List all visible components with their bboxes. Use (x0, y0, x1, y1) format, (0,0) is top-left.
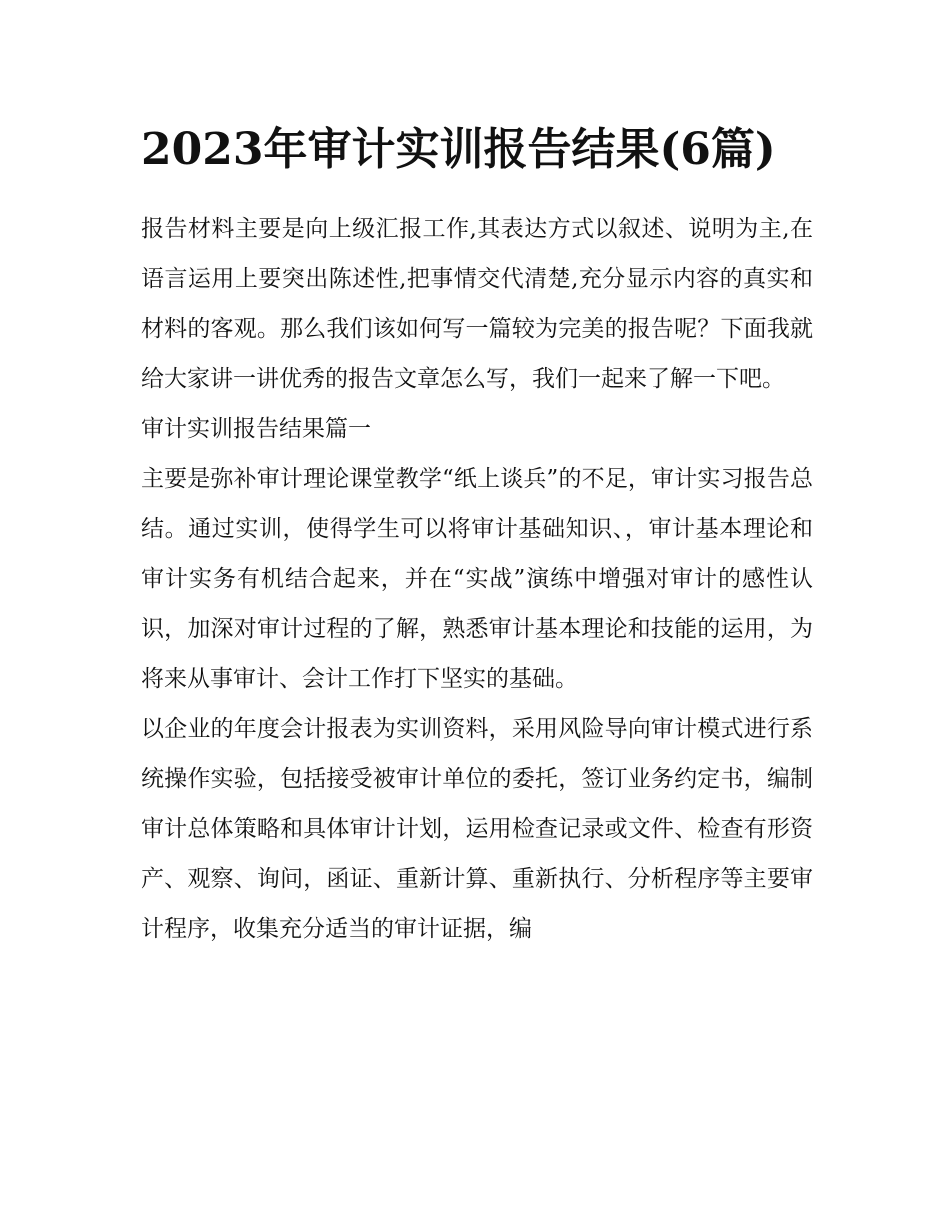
document-body (141, 204, 813, 954)
body-paragraph-2: 以企业的年度会计报表为实训资料，采用风险导向审计模式进行系统操作实验，包括接受被审计单位的委托，签订业务约定书，编制审计总体策略和具体审计计划，运用检查记录或文件、检查有形资产、观察、询问，函证、重新计算、重新执行、分析程序等主要审计程序，收集充分适当的审计证据，编 (141, 716, 813, 942)
section-heading: 审计实训报告结果篇一 (141, 416, 371, 442)
body-paragraph-1: 主要是弥补审计理论课堂教学“纸上谈兵”的不足，审计实习报告总结。通过实训，使得学生可以将审计基础知识、，审计基本理论和审计实务有机结合起来，并在“实战”演练中增强对审计的感性认识，加深对审计过程的了解，熟悉审计基本理论和技能的运用，为将来从事审计、会计工作打下坚实的基础。 (141, 466, 813, 692)
document-title: 2023年审计实训报告结果(6篇) (141, 124, 776, 175)
intro-paragraph: 报告材料主要是向上级汇报工作,其表达方式以叙述、说明为主,在语言运用上要突出陈述性,把事情交代清楚,充分显示内容的真实和材料的客观。那么我们该如何写一篇较为完美的报告呢？下面我就给大家讲一讲优秀的报告文章怎么写，我们一起来了解一下吧。 (141, 216, 813, 392)
document-page (141, 118, 813, 954)
